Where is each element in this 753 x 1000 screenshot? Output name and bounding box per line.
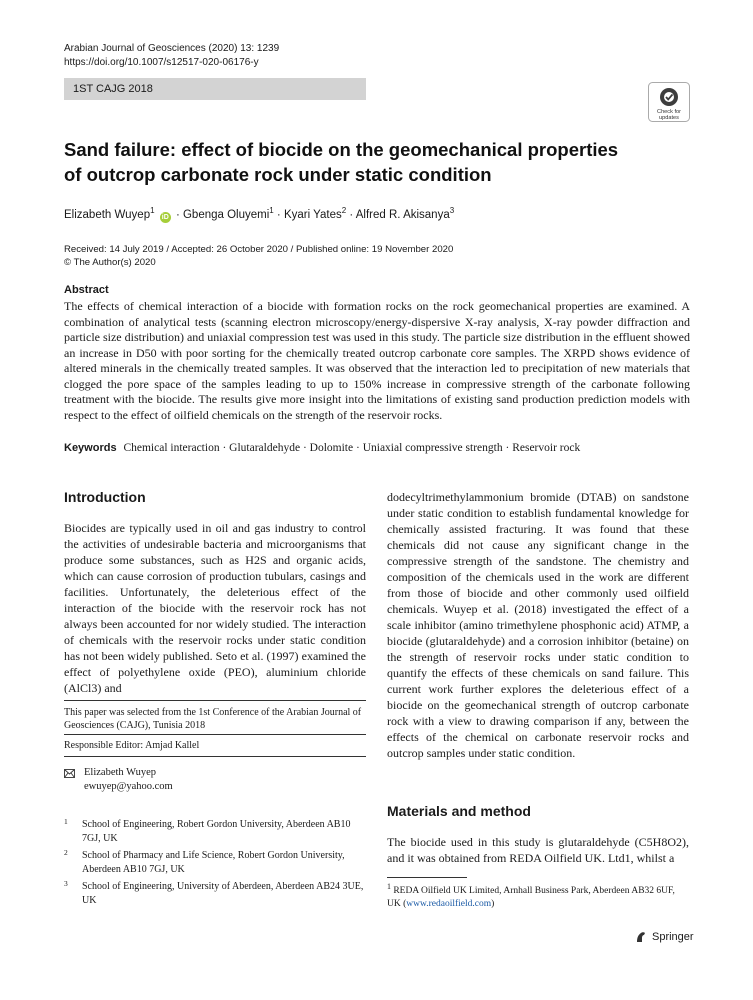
- affiliation-number: 2: [64, 848, 68, 857]
- svg-text:updates: updates: [659, 115, 679, 121]
- springer-horse-icon: [634, 930, 648, 944]
- author-affiliation-mark: 1: [150, 206, 155, 215]
- keyword: Chemical interaction: [123, 442, 220, 454]
- journal-line: Arabian Journal of Geosciences (2020) 13: 1239: [64, 43, 280, 54]
- author-list: Elizabeth Wuyep$^1$ iD · Gbenga Oluyemi$^1$ · Kyari Yates$^2$ · Alfred R. Akisanya$^3$: [64, 206, 455, 221]
- introduction-text-continued: dodecyltrimethylammonium bromide (DTAB) on sandstone under static condition to establish fundamental knowledge for chemically assisted fracturing. It was found that these chemicals did not cause any significant change in the compressive strength of the sandstone. The chemistry and composition of the chemicals used in the work are different from those of biocide and other commonly used oilfield chemicals. Wuyep et al. (2018) investigated the effect of a scale inhibitor (amino trimethylene phosphonic acid) ATMP, a biocide (glutaraldehyde) and a corrosion inhibitor (betaine) on the strength of reservoir rocks under static condition to quantify the effects of these chemicals on sand failure. This current work further explores the deleterious effect of a biocide on the geomechanical strength of outcrop carbonate rock with a view to drawing comparison if any, between the effects of the chemical on carbonate reservoir rocks and outcrop samples under static condition.: [387, 490, 689, 760]
- copyright-icon: ©: [64, 257, 72, 268]
- author-name[interactable]: Alfred R. Akisanya: [355, 208, 450, 221]
- divider: [64, 734, 366, 735]
- keyword: Uniaxial compressive strength: [362, 442, 503, 454]
- publisher-logo: [634, 930, 694, 944]
- keyword: Dolomite: [309, 442, 354, 454]
- author-affiliation-mark: 2: [341, 206, 347, 215]
- paper-title: Sand failure: effect of biocide on the geomechanical properties of outcrop carbonate rock under static condition: [64, 139, 619, 185]
- abstract-heading: Abstract: [64, 284, 109, 296]
- orcid-icon[interactable]: iD: [161, 213, 169, 221]
- corresponding-author: [84, 766, 173, 794]
- footnote-number: 1: [387, 882, 391, 891]
- journal-citation: [64, 42, 279, 70]
- footnote-link[interactable]: www.redaoilfield.com: [406, 899, 492, 910]
- affiliation-text: School of Engineering, University of Aberdeen, Aberdeen AB24 3UE, UK: [82, 881, 364, 906]
- check-for-updates-badge[interactable]: [648, 82, 690, 122]
- affiliation: [64, 880, 364, 907]
- doi-link[interactable]: https://doi.org/10.1007/s12517-020-06176-y: [64, 57, 259, 68]
- affiliation-number: 1: [64, 817, 68, 826]
- copyright-text: The Author(s) 2020: [73, 257, 156, 268]
- affiliation-text: School of Pharmacy and Life Science, Robert Gordon University, Aberdeen AB10 7GJ, UK: [82, 850, 345, 875]
- author-affiliation-mark: 3: [449, 206, 455, 215]
- materials-heading: Materials and method: [387, 803, 531, 819]
- author-affiliation-mark: 1: [269, 206, 274, 215]
- introduction-heading: Introduction: [64, 489, 146, 505]
- envelope-icon: [64, 769, 75, 778]
- keyword: Glutaraldehyde: [229, 442, 301, 454]
- footnote-text: REDA Oilfield UK Limited, Arnhall Business Park, Aberdeen AB32 6UF, UK: [387, 886, 675, 910]
- dates-line: Received: 14 July 2019 / Accepted: 26 October 2020 / Published online: 19 November 2020: [64, 244, 454, 255]
- author-name[interactable]: Kyari Yates: [283, 208, 342, 221]
- badge-text: Check for: [657, 109, 681, 115]
- keyword: Reservoir rock: [512, 442, 581, 454]
- materials-text: The biocide used in this study is glutaraldehyde (C5H8O2), and it was obtained from REDA Oilfield UK. Ltd1, whilst a: [387, 835, 689, 865]
- affiliation: [64, 849, 364, 876]
- corresponding-email[interactable]: ewuyep@yahoo.com: [84, 781, 173, 792]
- copyright-line: [64, 256, 453, 269]
- affiliation-number: 3: [64, 879, 68, 888]
- keywords-heading: Keywords: [64, 442, 117, 454]
- footnote: $^1$ REDA Oilfield UK Limited, Arnhall Business Park, Aberdeen AB32 6UF, UK (www.redaoilfield.com): [387, 882, 675, 910]
- corresponding-name: Elizabeth Wuyep: [84, 767, 156, 778]
- publisher-name: Springer: [652, 931, 694, 943]
- publication-dates: [64, 243, 453, 269]
- introduction-text: Biocides are typically used in oil and gas industry to control the activities of undesirable bacteria and microorganisms that produce some substances, such as H2S and organic acids, which can cause corrosion of production tubulars, casings and facilities. Unfortunately, the deleterious effect of the interaction of the biocide with the reservoir rock has not always been accounted for nor widely studied. The interaction of chemicals with the reservoir rocks under static condition has not been widely published. Seto et al. (1997) examined the effect of polyethylene oxide (PEO), aluminium chloride (AlCl3) and: [64, 521, 366, 695]
- section-label: 1ST CAJG 2018: [64, 78, 366, 100]
- divider: [64, 700, 366, 701]
- divider: [64, 756, 366, 757]
- author-name[interactable]: Elizabeth Wuyep: [64, 208, 151, 221]
- footnote-divider: [387, 877, 467, 878]
- keywords: Keywords Chemical interaction · Glutaraldehyde · Dolomite · Uniaxial compressive strength · Reservoir rock: [64, 442, 581, 454]
- affiliation: [64, 818, 364, 845]
- author-name[interactable]: Gbenga Oluyemi: [182, 208, 270, 221]
- responsible-editor: Responsible Editor: Amjad Kallel: [64, 740, 200, 751]
- conference-note: This paper was selected from the 1st Conference of the Arabian Journal of Geosciences (CAJG), Tunisia 2018: [64, 707, 362, 731]
- abstract-text: The effects of chemical interaction of a biocide with formation rocks on the rock geomechanical properties are examined. A combination of analytical tests (scanning electron microscopy/energy-dispersive X-ray analysis, X-ray powder diffraction and particle size distribution) and uniaxial compression test was used in this study. The particle size distribution in the effluent showed an increase in D50 with poor sorting for the chemically treated outcrop carbonate core samples. The XRPD shows evidence of altered minerals in the chemically treated samples. It was observed that the interaction led to precipitation of new materials that clogged the pore space of the samples leading to up to 150% increase in compressive strength of the carbonate following treatment with the biocide. The results give more insight into the limitations of existing sand production prediction models with respect to the effect of oilfield chemicals on the strength of the reservoir rocks.: [64, 299, 690, 422]
- affiliation-text: School of Engineering, Robert Gordon University, Aberdeen AB10 7GJ, UK: [82, 819, 351, 844]
